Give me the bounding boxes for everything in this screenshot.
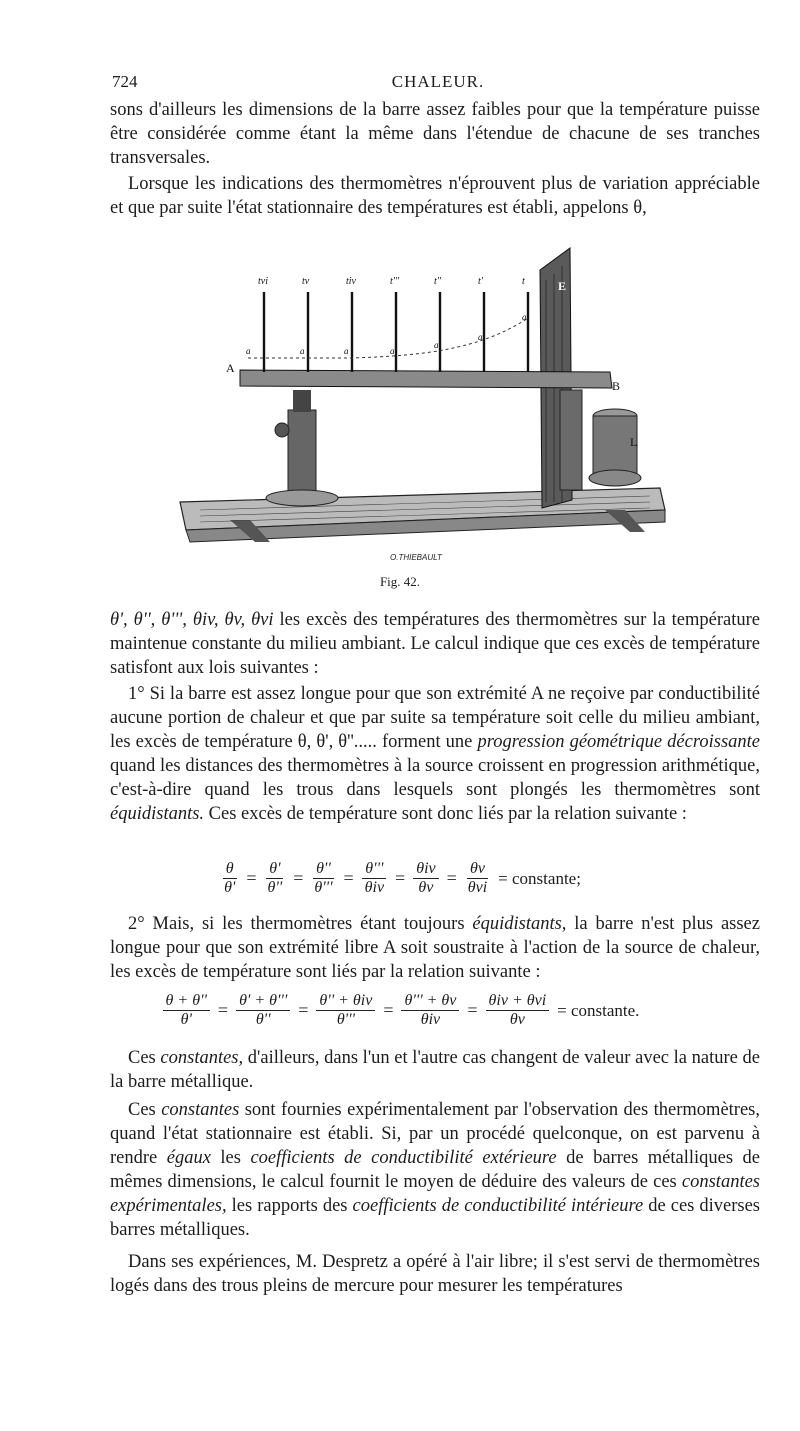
numerator: θv — [467, 860, 488, 879]
figure-caption: Fig. 42. — [379, 574, 421, 589]
label-bar-b: B — [612, 379, 621, 393]
equals-sign: = — [383, 1000, 394, 1020]
equals-sign: = — [246, 868, 257, 888]
denominator: θvi — [467, 879, 488, 896]
paragraph-3-text: les excès des températures des thermomètres sur la température maintenue constante du milieu ambiant. Le calcul indique que ces excès de température satisfont aux lois suivantes : — [110, 610, 760, 678]
equation-tail: = constante; — [498, 868, 581, 888]
paragraph-2: Lorsque les indications des thermomètres n'éprouvent plus de variation appréciable et que par suite l'état stationnaire des températures est établi, appelons θ, — [110, 174, 760, 218]
numerator: θ''' — [362, 860, 386, 879]
fraction — [236, 992, 290, 1029]
paragraph-5 — [110, 912, 760, 984]
page-number: 724 — [112, 72, 138, 91]
p7-em4: constantes expérimentales, — [110, 1172, 760, 1216]
equation-1-row — [0, 860, 800, 897]
p7-e: les rapports des — [226, 1196, 353, 1216]
p4-emphasis-2: équidistants. — [110, 804, 205, 824]
p7-b: sont fournies expérimentalement par l'observation des thermomètres, quand l'état stationnaire est établi. Si, par un procédé quelconque, on est parvenu à rendre — [110, 1100, 760, 1168]
p5-emphasis: équidistants, — [472, 914, 567, 934]
svg-text:a: a — [300, 346, 305, 356]
numerator: θ — [223, 860, 237, 879]
p7-em5: coefficients de conductibilité intérieure — [352, 1196, 644, 1216]
equals-sign: = — [446, 868, 457, 888]
p6-text-b: d'ailleurs, dans l'un et l'autre cas changent de valeur avec la nature de la barre métallique. — [110, 1048, 760, 1092]
equals-sign: = — [293, 868, 304, 888]
label-t3: t''' — [390, 276, 400, 287]
equals-sign: = — [467, 1000, 478, 1020]
engraver-signature: O.THIEBAULT — [390, 553, 442, 562]
denominator: θiv — [364, 879, 385, 896]
paragraph-4 — [110, 682, 760, 826]
equals-sign: = — [217, 1000, 229, 1020]
svg-text:a: a — [344, 346, 349, 356]
label-bar-a: A — [226, 361, 235, 375]
fraction — [486, 992, 550, 1029]
p4-text-b: quand les distances des thermomètres à la source croissent en progression arithmétique, c'est-à-dire quand les trous dans lesquels sont plongés les thermomètres sont — [110, 756, 760, 800]
svg-text:a: a — [246, 346, 251, 356]
fraction — [163, 992, 210, 1029]
denominator: θ'' — [267, 879, 283, 896]
label-screen-e: E — [558, 279, 567, 293]
denominator: θ' — [180, 1011, 192, 1028]
equation-2 — [0, 992, 800, 1029]
fraction — [265, 860, 286, 897]
numerator: θ'' + θiv — [316, 992, 375, 1011]
numerator: θ' + θ''' — [236, 992, 290, 1011]
p5-text-b: la barre n'est plus assez longue pour que son extrémité libre A soit soustraite à l'action de la source de chaleur, les excès de température sont liés par la relation suivante : — [110, 914, 760, 982]
denominator: θv — [509, 1011, 525, 1028]
paragraph-3 — [110, 608, 760, 680]
fraction — [221, 860, 238, 897]
p4-text-a: 1° Si la barre est assez longue pour que son extrémité A ne reçoive par conductibilité aucune portion de chaleur et que par suite sa température soit celle du milieu ambiant, les excès de température θ, θ', θ''..... forment une — [110, 684, 760, 752]
paragraph-7 — [110, 1098, 760, 1242]
numerator: θiv + θvi — [486, 992, 550, 1011]
denominator: θiv — [420, 1011, 441, 1028]
fraction — [316, 992, 375, 1029]
paragraph-6 — [110, 1046, 760, 1094]
denominator: θ' — [224, 879, 236, 896]
equation-1 — [0, 860, 800, 897]
fraction — [401, 992, 459, 1029]
label-t0: t — [522, 276, 525, 287]
denominator: θv — [418, 879, 434, 896]
label-t6: tvi — [258, 276, 268, 287]
svg-text:a: a — [390, 346, 395, 356]
equation-2-row — [0, 992, 800, 1029]
svg-text:a: a — [522, 312, 527, 322]
label-t1: t' — [478, 276, 483, 287]
denominator: θ'' — [255, 1011, 271, 1028]
p6-text-a: Ces — [128, 1048, 161, 1068]
numerator: θ' — [266, 860, 283, 879]
label-t2: t'' — [434, 276, 442, 287]
fraction — [311, 860, 335, 897]
numerator: θ''' + θv — [401, 992, 459, 1011]
numerator: θ + θ'' — [163, 992, 210, 1011]
p7-a: Ces — [128, 1100, 162, 1120]
p7-d: de barres métalliques de mêmes dimensions, le calcul fournit le moyen de déduire des valeurs de ces — [110, 1148, 760, 1192]
p7-em2: égaux — [166, 1148, 211, 1168]
svg-text:a: a — [434, 340, 439, 350]
denominator: θ''' — [314, 879, 333, 896]
p4-emphasis-1: progression géométrique décroissante — [477, 732, 760, 752]
svg-text:a: a — [478, 332, 483, 342]
figure-42-apparatus — [160, 240, 680, 570]
numerator: θiv — [413, 860, 438, 879]
denominator: θ''' — [336, 1011, 355, 1028]
equals-sign: = — [298, 1000, 309, 1020]
p6-emphasis: constantes, — [160, 1048, 244, 1068]
paragraph-1: sons d'ailleurs les dimensions de la barre assez faibles pour que la température puisse être considérée comme étant la même dans l'étendue de chacune de ses tranches transversales. — [110, 100, 760, 168]
paragraph-8: Dans ses expériences, M. Despretz a opéré à l'air libre; il s'est servi de thermomètres logés dans des trous pleins de mercure pour mesurer les températures — [110, 1252, 760, 1296]
label-t5: tv — [302, 276, 310, 287]
page-header — [108, 72, 768, 96]
running-title: CHALEUR. — [391, 72, 485, 91]
fraction — [413, 860, 438, 897]
fraction — [465, 860, 490, 897]
fraction — [362, 860, 387, 897]
p4-text-c: Ces excès de température sont donc liés par la relation suivante : — [204, 804, 687, 824]
equals-sign: = — [343, 868, 354, 888]
equation-tail: = constante. — [557, 1000, 640, 1020]
label-lamp-l: L — [630, 435, 638, 449]
p7-em3: coefficients de conductibilité extérieure — [250, 1148, 557, 1168]
theta-series: θ', θ'', θ''', θiv, θv, θvi — [110, 610, 274, 630]
p7-c: les — [210, 1148, 251, 1168]
label-t4: tiv — [346, 276, 356, 287]
p7-f: de ces diverses barres métalliques. — [110, 1196, 760, 1240]
numerator: θ'' — [313, 860, 334, 879]
equals-sign: = — [395, 868, 406, 888]
p5-text-a: 2° Mais, si les thermomètres étant toujours — [128, 914, 473, 934]
p7-em1: constantes — [161, 1100, 240, 1120]
